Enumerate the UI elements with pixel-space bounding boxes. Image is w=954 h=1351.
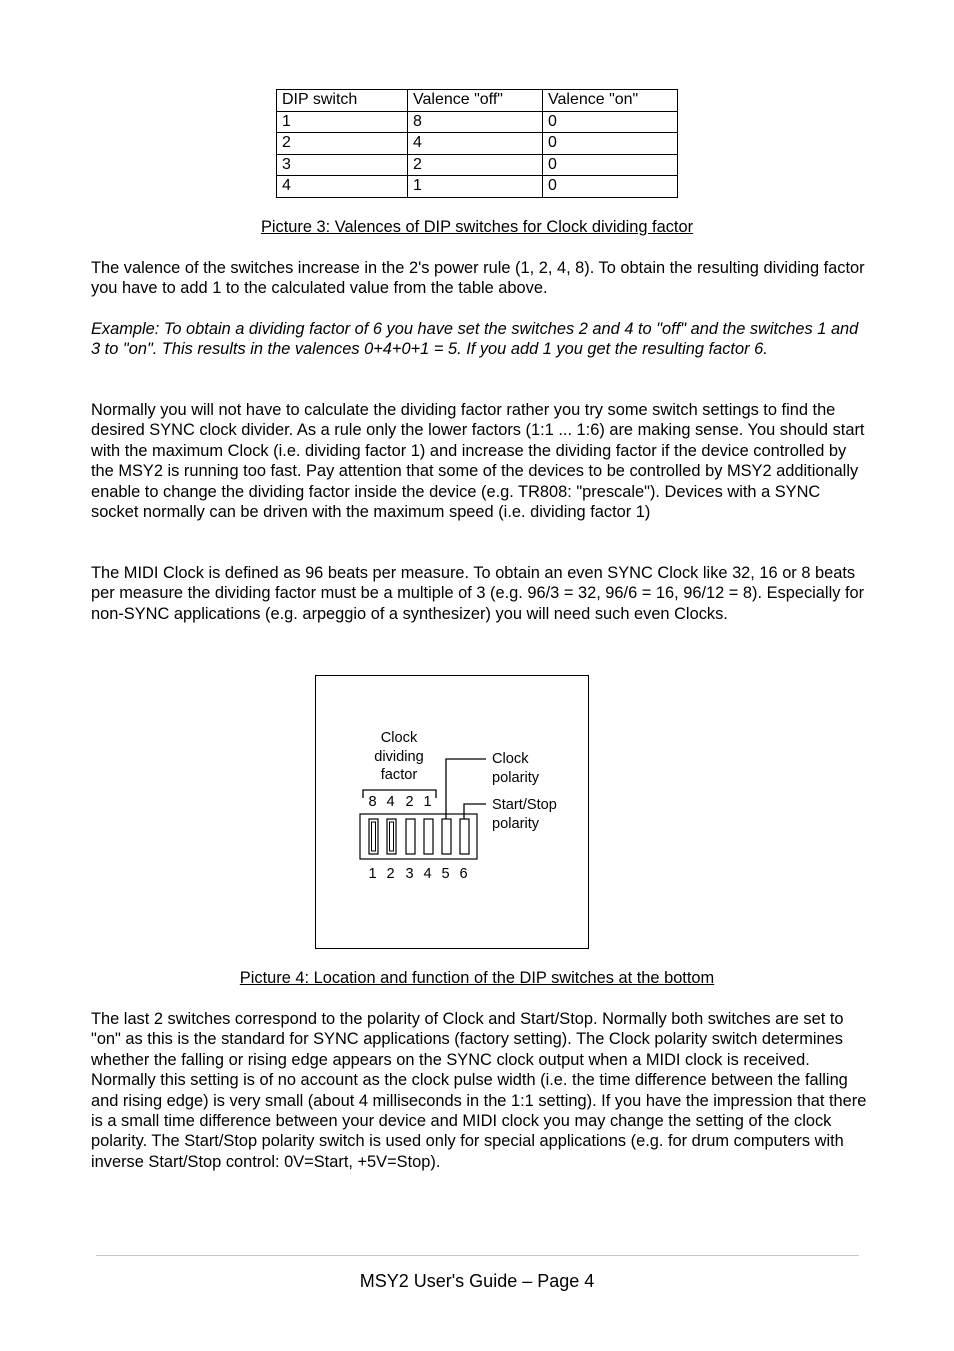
- table-header-cell: Valence "on": [543, 90, 678, 112]
- page-footer: MSY2 User's Guide – Page 4: [359, 1271, 595, 1291]
- table-header-cell: Valence "off": [408, 90, 543, 112]
- switch-number: 4: [423, 866, 432, 882]
- switch-5: [442, 819, 451, 854]
- dip-switch-diagram: [315, 675, 589, 949]
- table-cell: 1: [408, 176, 543, 198]
- switch-number: 3: [405, 866, 414, 882]
- table-cell: 8: [408, 111, 543, 133]
- paragraph-polarity: The last 2 switches correspond to the polarity of Clock and Start/Stop. Normally both switches are set to "on" as this is the standard for SYNC applications (factory setting). The Clock polarity switch determines whether the falling or rising edge appears on the SYNC clock output when a MIDI clock is received. Normally this setting is of no account as the clock pulse width (i.e. the time difference between the falling and rising edge) is very small (about 4 milliseconds in the 1:1 setting). If you have the impression that there is a small time difference between your device and MIDI clock you may change the setting of the clock polarity. The Start/Stop polarity switch is used only for special applications (e.g. for drum computers with inverse Start/Stop control: 0V=Start, +5V=Stop).: [91, 1010, 867, 1171]
- paragraph-example: Example: To obtain a dividing factor of 6 you have set the switches 2 and 4 to "off" and the switches 1 and 3 to "on". This results in the valences 0+4+0+1 = 5. If you add 1 you get the resulting factor 6.: [91, 320, 859, 359]
- table-cell: 3: [277, 154, 408, 176]
- switch-number: 2: [386, 866, 395, 882]
- dip-valence-table: [276, 89, 678, 198]
- paragraph-calculation: Normally you will not have to calculate the dividing factor rather you try some switch settings to find the desired SYNC clock divider. As a rule only the lower factors (1:1 ... 1:6) are making sense. You should start with the maximum Clock (i.e. dividing factor 1) and increase the dividing factor if the device controlled by the MSY2 is running too fast. Pay attention that some of the devices to be controlled by MSY2 additionally enable to change the dividing factor inside the device (e.g. TR808: "prescale"). Devices with a SYNC socket normally can be driven with the maximum speed (i.e. dividing factor 1): [91, 401, 865, 522]
- switch-4: [424, 819, 433, 854]
- clock-polarity-leader: [446, 759, 486, 819]
- valence-digit: 2: [405, 794, 414, 810]
- label-line: dividing: [374, 748, 424, 765]
- valence-digit: 4: [386, 794, 395, 810]
- switch-2: [387, 819, 396, 854]
- table-cell: 2: [277, 133, 408, 155]
- paragraph-midi-clock: The MIDI Clock is defined as 96 beats per measure. To obtain an even SYNC Clock like 32, 16 or 8 beats per measure the dividing factor must be a multiple of 3 (e.g. 96/3 = 32, 96/6 = 16, 96/12 = 8). Especially for non-SYNC applications (e.g. arpeggio of a synthesizer) you will need such even Clocks.: [91, 564, 865, 623]
- figure-caption-3: Picture 3: Valences of DIP switches for Clock dividing factor: [260, 218, 694, 236]
- switch-number: 1: [368, 866, 377, 882]
- footer-divider: [96, 1255, 859, 1256]
- switch-number: 6: [459, 866, 468, 882]
- table-header-row: [277, 90, 678, 112]
- label-line: Clock: [492, 751, 529, 767]
- label-line: polarity: [492, 769, 540, 786]
- table-cell: 0: [543, 133, 678, 155]
- table-row: [277, 154, 678, 176]
- label-line: polarity: [492, 815, 540, 832]
- startstop-polarity-leader: [464, 804, 486, 819]
- label-line: Start/Stop: [492, 797, 557, 813]
- switch-3: [406, 819, 415, 854]
- valence-digit: 8: [368, 794, 377, 810]
- table-cell: 4: [277, 176, 408, 198]
- table-cell: 0: [543, 176, 678, 198]
- table-cell: 2: [408, 154, 543, 176]
- table-cell: 1: [277, 111, 408, 133]
- table-cell: 0: [543, 111, 678, 133]
- table-cell: 0: [543, 154, 678, 176]
- switch-number: 5: [441, 866, 450, 882]
- startstop-polarity-label: [492, 796, 557, 833]
- table-row: [277, 133, 678, 155]
- clock-polarity-label: [492, 750, 539, 787]
- table-header-cell: DIP switch: [277, 90, 408, 112]
- label-line: Clock: [380, 730, 418, 746]
- valence-digit: 1: [423, 794, 432, 810]
- table-cell: 4: [408, 133, 543, 155]
- label-line: factor: [380, 767, 418, 783]
- table-row: [277, 176, 678, 198]
- table-row: [277, 111, 678, 133]
- figure-caption-4: Picture 4: Location and function of the DIP switches at the bottom: [239, 969, 715, 987]
- switch-6: [460, 819, 469, 854]
- paragraph-valence: The valence of the switches increase in the 2's power rule (1, 2, 4, 8). To obtain the resulting dividing factor you have to add 1 to the calculated value from the table above.: [91, 259, 865, 298]
- switch-1: [369, 819, 378, 854]
